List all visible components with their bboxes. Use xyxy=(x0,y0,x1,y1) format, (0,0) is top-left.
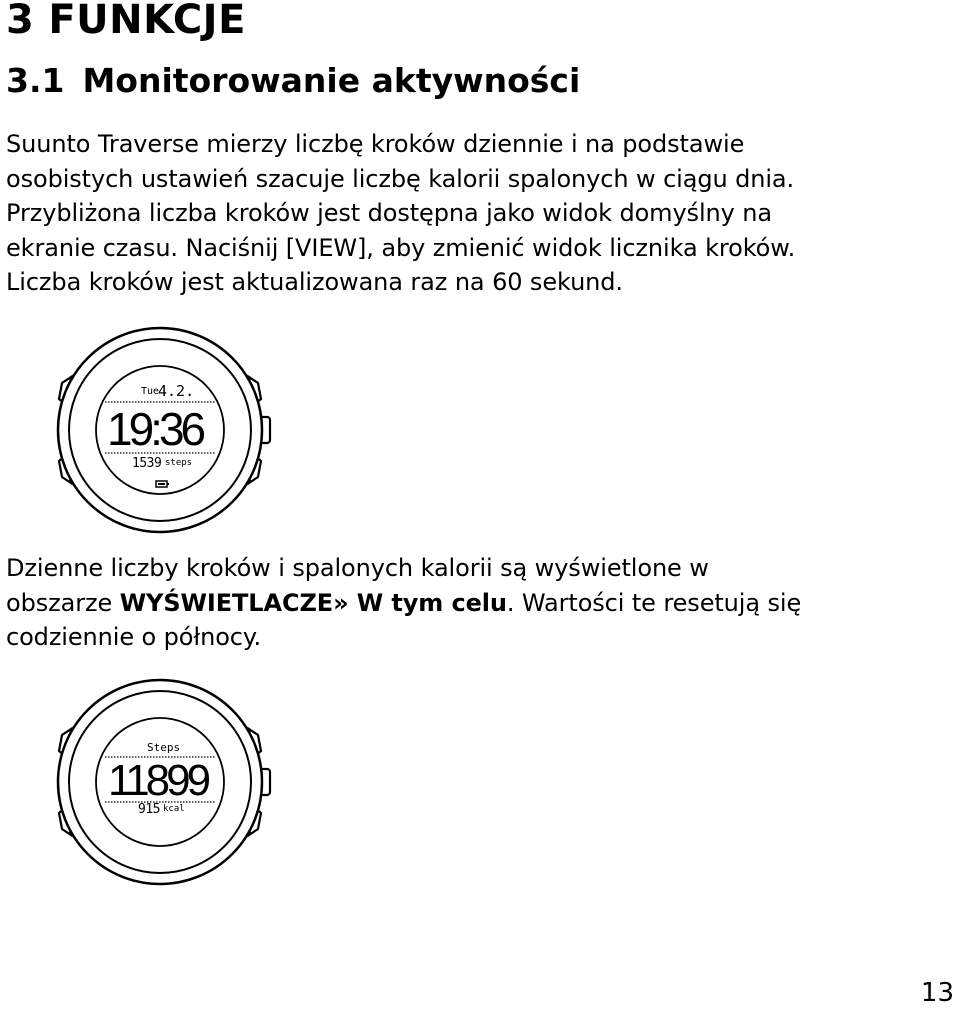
paragraph-line: Suunto Traverse mierzy liczbę kroków dziennie i na podstawie xyxy=(6,130,745,158)
watch-date: 4.2. xyxy=(158,382,195,400)
menu-path: WYŚWIETLACZE» W tym celu xyxy=(119,588,507,617)
paragraph-text: . Wartości te resetują się xyxy=(506,588,802,617)
watch-steps-count: 11899 xyxy=(108,756,208,805)
watch-steps-title: Steps xyxy=(147,741,181,754)
paragraph-line: osobistych ustawień szacuje liczbę kalorii spalonych w ciągu dnia. xyxy=(6,164,795,193)
subsection-number: 3.1 xyxy=(6,61,65,100)
watch-steps-label: steps xyxy=(165,458,193,468)
watch-time-view-illustration xyxy=(55,325,275,535)
daily-stats-paragraph xyxy=(6,551,801,655)
page-number: 13 xyxy=(920,978,954,1008)
watch-kcal-value: 915 xyxy=(138,802,160,817)
subsection-title: Monitorowanie aktywności xyxy=(82,61,581,100)
section-heading xyxy=(6,0,246,44)
paragraph-line: Dzienne liczby kroków i spalonych kalorii są wyświetlone w xyxy=(6,554,709,582)
paragraph-line: Przybliżona liczba kroków jest dostępna jako widok domyślny na xyxy=(6,199,772,227)
intro-paragraph xyxy=(6,127,795,300)
paragraph-line xyxy=(6,586,801,621)
subsection-heading xyxy=(6,60,580,102)
paragraph-text: obszarze xyxy=(6,588,120,617)
watch-time: 19:36 xyxy=(107,403,203,455)
watch-kcal-label: kcal xyxy=(163,804,185,814)
section-title: FUNKCJE xyxy=(48,0,246,43)
watch-steps-view-illustration xyxy=(55,677,275,887)
paragraph-line: ekranie czasu. Naciśnij [VIEW], aby zmienić widok licznika kroków. xyxy=(6,233,796,262)
watch-day: Tue xyxy=(141,386,160,397)
section-number: 3 xyxy=(6,0,35,43)
paragraph-line: codziennie o północy. xyxy=(6,623,262,651)
paragraph-line: Liczba kroków jest aktualizowana raz na 60 sekund. xyxy=(6,268,623,296)
watch-steps-value: 1539 xyxy=(132,456,162,471)
